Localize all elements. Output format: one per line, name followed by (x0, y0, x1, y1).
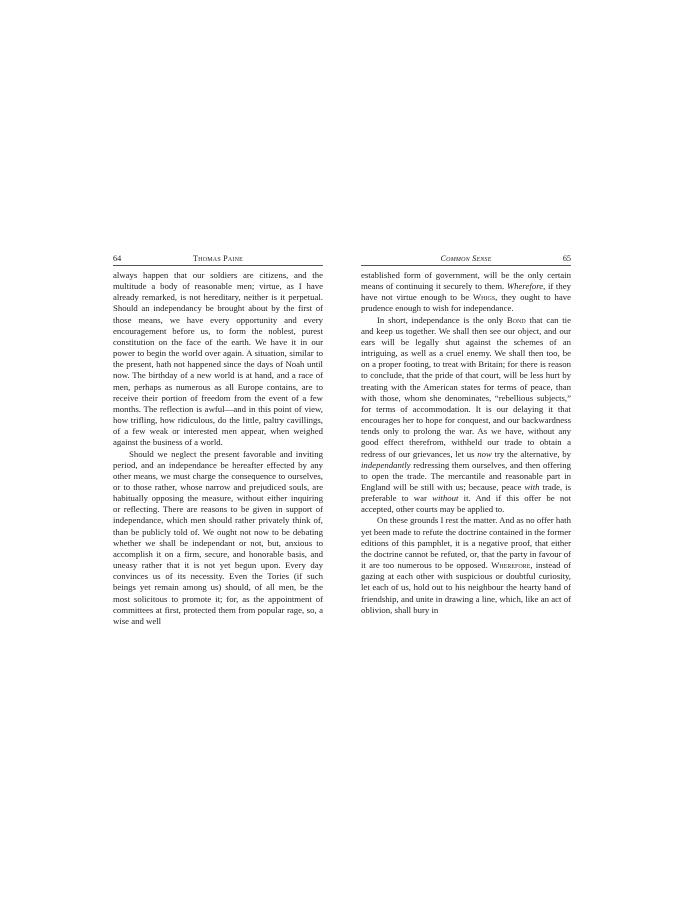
italic-text: now (477, 448, 492, 459)
text-run: trade, is preferable to war (361, 481, 571, 504)
text-run: instead of gazing at each other with suspicious or doubtful curiosity, let each of us, hold out to his neighbour the hearty hand of friendship, and unite in drawing a line, which, like an act of oblivion, shall bury in (361, 560, 571, 615)
paragraph (361, 270, 571, 315)
text-run: In short, independance is the only (377, 314, 507, 325)
left-page-header (113, 254, 323, 266)
page-number: 64 (113, 254, 122, 263)
paragraph: always happen that our soldiers are citizens, and the multitude a body of reasonable men; virtue, as I have already remarked, is not hereditary, neither is it perpetual. Should an independancy be brought about by the first of those means, we have every opportunity and every encouragement before us, to form the noblest, purest constitution on the face of the earth. We have it in our power to begin the world over again. A situation, similar to the present, hath not happened since the days of Noah until now. The birthday of a new world is at hand, and a race of men, perhaps as numerous as all Europe contains, are to receive their portion of freedom from the event of a few months. The reflection is awful—and in this point of view, how trifling, how ridiculous, do the little, paltry cavillings, of a few weak or interested men appear, when weighed against the business of a world. (113, 270, 323, 448)
text-run: try the alternative, by (491, 448, 571, 459)
text-run: established form of government, will be the only certain means of continuing it securely to them. (361, 270, 571, 292)
italic-text: without (432, 493, 459, 504)
text-run: redressing them ourselves, and then offering to open the trade. The mercantile and reasonable part in England will be still with us; because, peace (361, 459, 571, 492)
small-caps-text: Bond (506, 314, 526, 325)
text-run: On these grounds I rest the matter. And as no offer hath yet been made to refute the doctrine contained in the former editions of this pamphlet, it is a negative proof, that either the doctrine cannot be refuted, or, that the party in favour of it are too numerous to be opposed. (361, 515, 571, 571)
text-run: if they have not virtue enough to be (361, 281, 571, 303)
italic-text: independantly (361, 459, 411, 470)
italic-text: with (524, 481, 540, 492)
small-caps-text: Whigs, (472, 292, 498, 303)
paragraph: Should we neglect the present favorable and inviting period, and an independance be hereafter effected by any other means, we must charge the consequence to ourselves, or to those rather, whose narrow and prejudiced souls, are habitually opposing the measure, without either inquiring or reflecting. There are reasons to be given in support of independance, which men should rather privately think of, than be publicly told of. We ought not now to be debating whether we shall be independant or not, but, anxious to accomplish it on a firm, secure, and honorable basis, and uneasy rather that it is not yet begun upon. Every day convinces us of its necessity. Even the Tories (if such beings yet remain among us) should, of all men, be the most solicitous to promote it; for, as the appointment of committees at first, protected them from popular rage, so, a wise and well (113, 448, 323, 626)
paragraph (361, 315, 571, 516)
text-run: they ought to have prudence enough to wish for independance. (361, 292, 571, 314)
page-number: 65 (562, 254, 571, 263)
text-run: it. And if this offer be not accepted, other courts may be applied to. (361, 493, 572, 515)
small-caps-text: Wherefore, (491, 560, 533, 571)
left-page-body (113, 270, 323, 627)
text-run: that can tie and keep us together. We shall then see our object, and our ears will be legally shut against the schemes of an intriguing, as well as a cruel enemy. We shall then too, be on a proper footing, to treat with Britain; for there is reason to conclude, that the pride of that court, will be less hurt by treating with the American states for terms of peace, than with those, whom she denominates, “rebellious subjects,” for terms of accommodation. It is our delaying it that encourages her to hope for conquest, and our backwardness tends only to prolong the war. As we have, without any good effect therefrom, withheld our trade to obtain a redress of our grievances, let us (361, 314, 571, 459)
right-page-header (361, 254, 571, 266)
running-head: Common Sense (440, 254, 492, 263)
left-page (113, 254, 323, 627)
right-page-body (361, 270, 571, 616)
running-head: Thomas Paine (192, 254, 243, 263)
paragraph (361, 515, 571, 615)
italic-text: Wherefore, (506, 281, 546, 292)
right-page (361, 254, 571, 616)
